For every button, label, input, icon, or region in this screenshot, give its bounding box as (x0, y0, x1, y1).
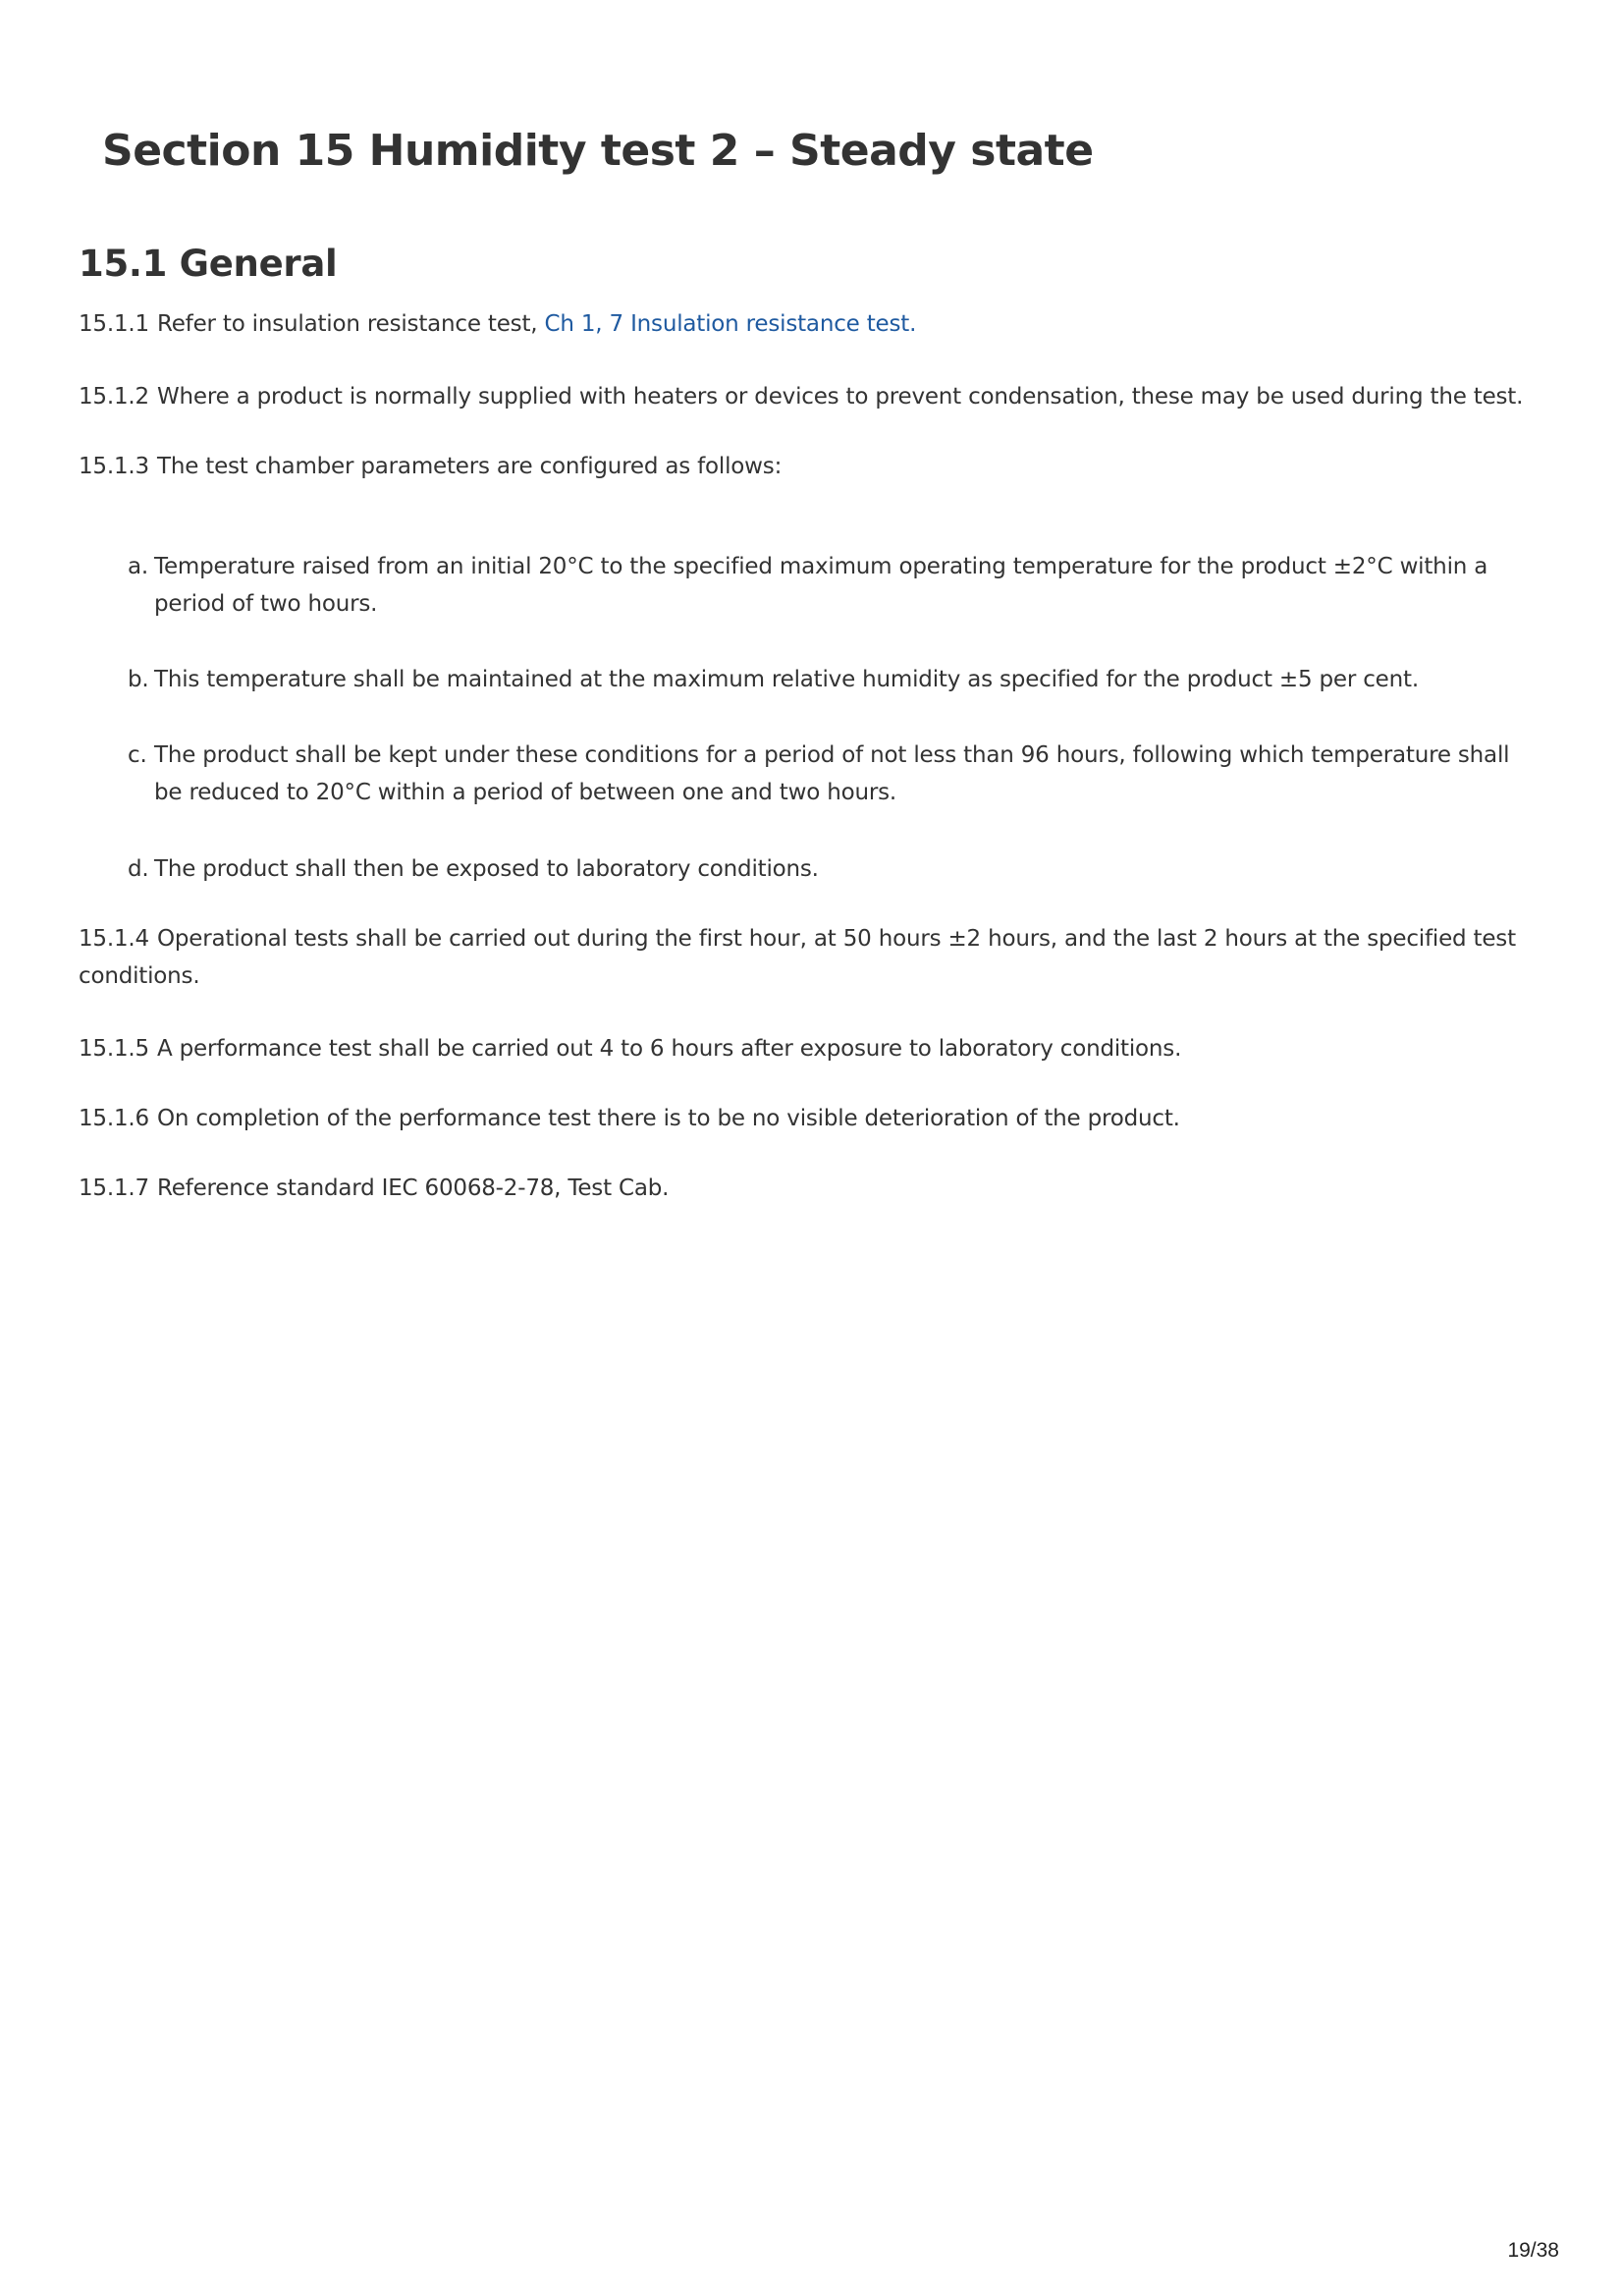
list-item-b (128, 661, 1541, 698)
paragraph-number: 15.1.2 (79, 384, 149, 410)
paragraph-number: 15.1.3 (79, 454, 149, 479)
paragraph-text: Refer to insulation resistance test, (156, 311, 538, 337)
list-item-text: The product shall be kept under these conditions for a period of not less than 96 hours, following which temperature shall be reduced to 20°C within a period of between one and two hours. (154, 742, 1510, 805)
paragraph-15-1-4 (79, 920, 1541, 995)
paragraph-number: 15.1.6 (79, 1106, 149, 1131)
list-marker: c. (128, 742, 147, 768)
page-number: 19/38 (1507, 2239, 1559, 2262)
paragraph-text: A performance test shall be carried out 4 to 6 hours after exposure to laboratory conditions. (156, 1036, 1182, 1062)
paragraph-15-1-1 (79, 305, 1541, 343)
paragraph-15-1-2 (79, 378, 1541, 415)
paragraph-number: 15.1.4 (79, 926, 149, 952)
list-item-d (128, 850, 1541, 888)
paragraph-text: Where a product is normally supplied with heaters or devices to prevent condensation, these may be used during the test. (156, 384, 1524, 410)
paragraph-text: On completion of the performance test there is to be no visible deterioration of the product. (156, 1106, 1180, 1131)
paragraph-number: 15.1.5 (79, 1036, 149, 1062)
paragraph-15-1-5 (79, 1030, 1541, 1067)
list-item-a (128, 548, 1541, 623)
list-item-text: This temperature shall be maintained at the maximum relative humidity as specified for the product ±5 per cent. (154, 667, 1419, 692)
paragraph-15-1-7 (79, 1170, 1541, 1207)
list-item-c (128, 737, 1541, 811)
paragraph-text: Operational tests shall be carried out during the first hour, at 50 hours ±2 hours, and the last 2 hours at the specified test conditions. (79, 926, 1516, 989)
paragraph-text: Reference standard IEC 60068-2-78, Test Cab. (156, 1175, 670, 1201)
insulation-resistance-test-link[interactable]: Ch 1, 7 Insulation resistance test. (544, 311, 917, 337)
paragraph-number: 15.1.1 (79, 311, 149, 337)
list-item-text: The product shall then be exposed to laboratory conditions. (154, 856, 819, 882)
paragraph-text: The test chamber parameters are configured as follows: (156, 454, 783, 479)
subsection-title: 15.1 General (79, 243, 338, 285)
paragraph-number: 15.1.7 (79, 1175, 149, 1201)
list-item-text: Temperature raised from an initial 20°C to the specified maximum operating temperature for the product ±2°C within a period of two hours. (154, 554, 1488, 617)
paragraph-15-1-6 (79, 1100, 1541, 1137)
list-marker: d. (128, 856, 149, 882)
paragraph-15-1-3 (79, 448, 1541, 485)
list-marker: a. (128, 554, 149, 579)
section-title: Section 15 Humidity test 2 – Steady state (102, 126, 1094, 176)
list-marker: b. (128, 667, 149, 692)
